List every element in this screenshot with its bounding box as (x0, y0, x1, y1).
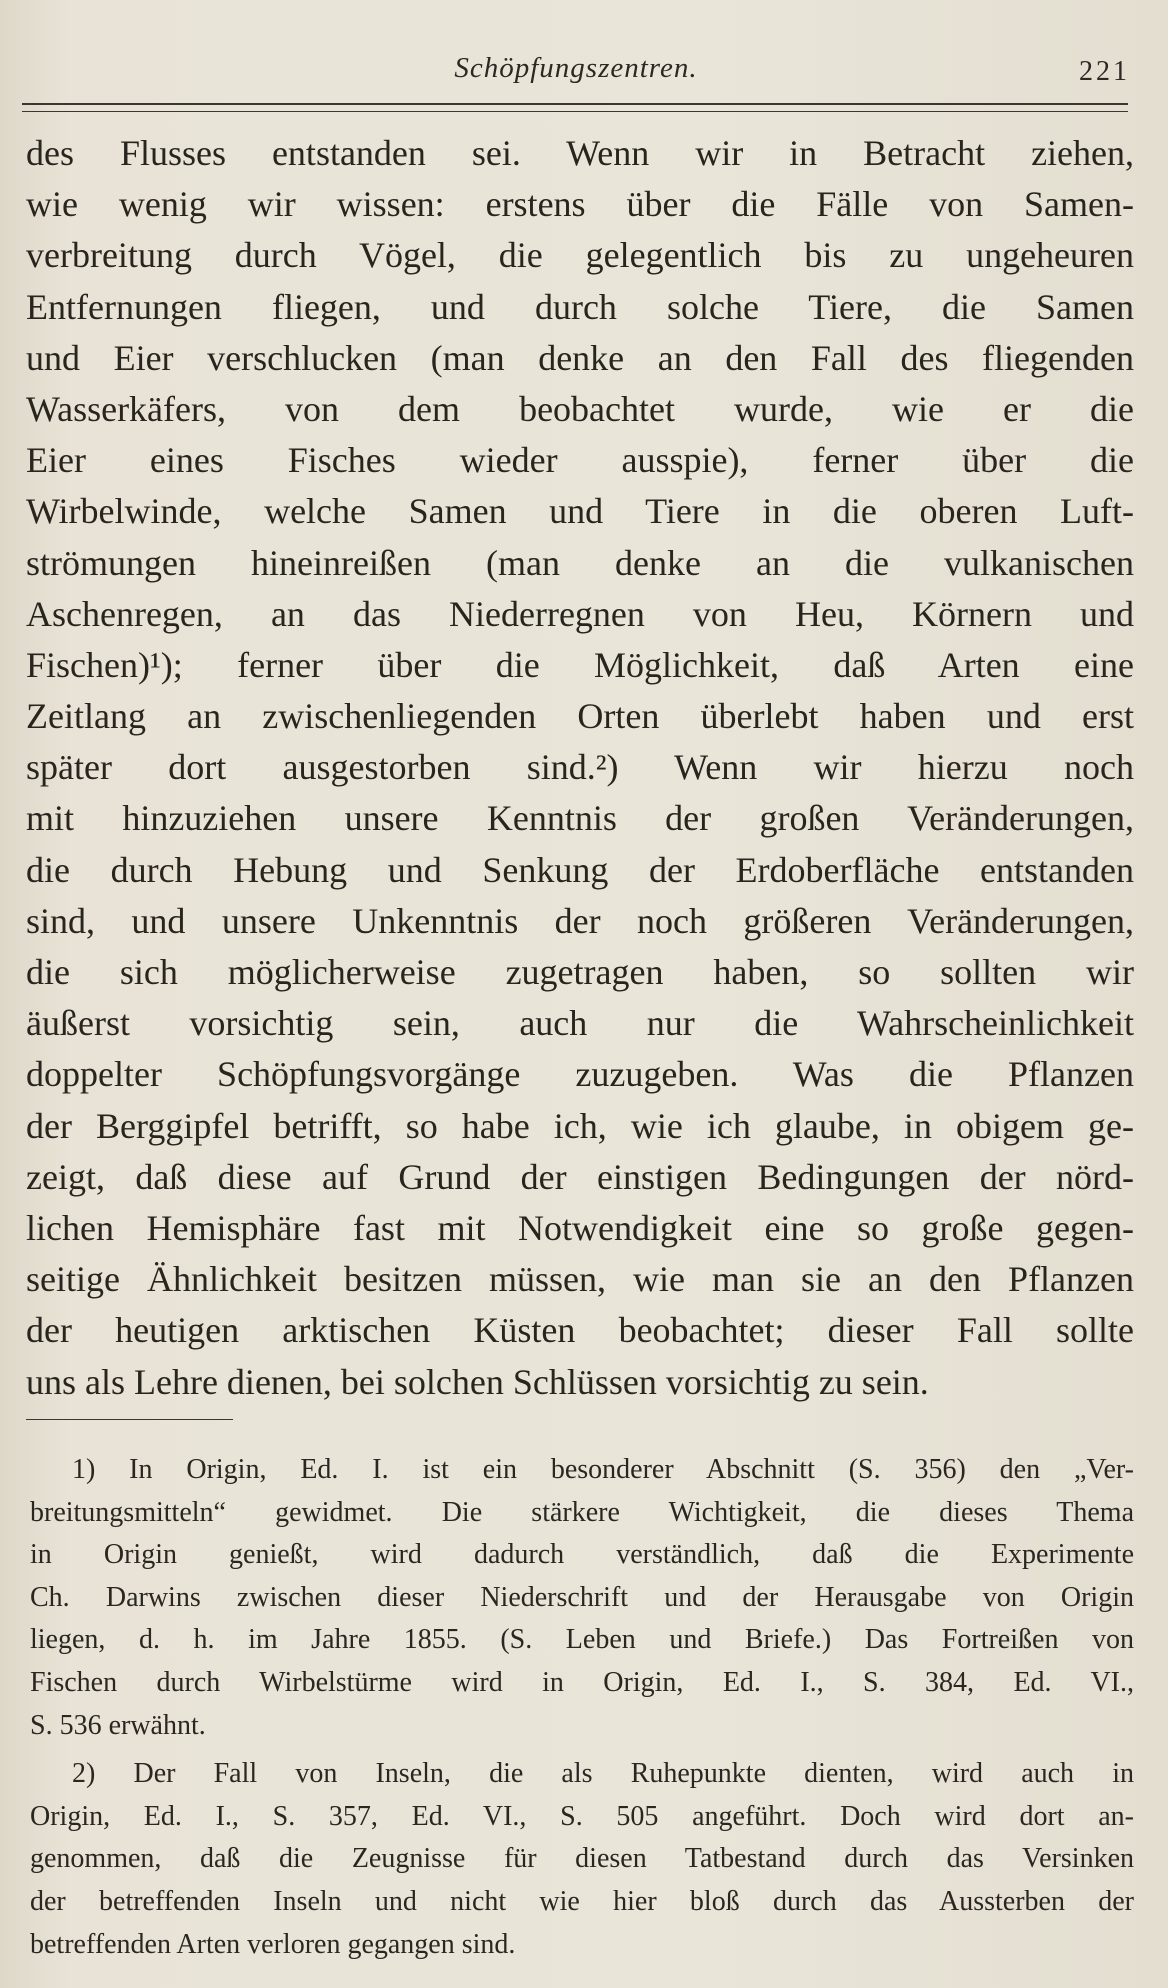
text-line: äußerst vorsichtig sein, auch nur die Wahrscheinlichkeit (26, 1003, 1134, 1044)
text-line: verbreitung durch Vögel, die gelegentlich bis zu ungeheuren (26, 235, 1134, 276)
text-line: und Eier verschlucken (man denke an den Fall des fliegenden (26, 337, 1134, 378)
footnote-line: Fischen durch Wirbelstürme wird in Origin, Ed. I., S. 384, Ed. VI., (30, 1666, 1134, 1698)
page-header (22, 52, 1130, 92)
text-line: uns als Lehre dienen, bei solchen Schlüssen vorsichtig zu sein. (26, 1361, 929, 1402)
text-line: der Berggipfel betrifft, so habe ich, wie ich glaube, in obigem ge- (26, 1105, 1134, 1146)
footnote-line: liegen, d. h. im Jahre 1855. (S. Leben und Briefe.) Das Fortreißen von (30, 1624, 1134, 1656)
footnote-line: Origin, Ed. I., S. 357, Ed. VI., S. 505 angeführt. Doch wird dort an- (30, 1800, 1134, 1832)
body-text (26, 128, 1134, 1408)
footnote-separator (26, 1419, 233, 1420)
text-line: Wirbelwinde, welche Samen und Tiere in die oberen Luft- (26, 491, 1134, 532)
text-line: zeigt, daß diese auf Grund der einstigen Bedingungen der nörd- (26, 1156, 1134, 1197)
footnote-line: betreffenden Arten verloren gegangen sind. (30, 1928, 516, 1960)
text-line: Entfernungen fliegen, und durch solche Tiere, die Samen (26, 286, 1134, 327)
text-line: die sich möglicherweise zugetragen haben, so sollten wir (26, 952, 1134, 992)
text-line: lichen Hemisphäre fast mit Notwendigkeit eine so große gegen- (26, 1207, 1134, 1248)
text-line: Zeitlang an zwischenliegenden Orten überlebt haben und erst (26, 696, 1134, 737)
text-line: später dort ausgestorben sind.²) Wenn wir hierzu noch (26, 747, 1134, 788)
footnote-line: 2) Der Fall von Inseln, die als Ruhepunkte dienten, wird auch in (72, 1758, 1134, 1790)
text-line: sind, und unsere Unkenntnis der noch größeren Veränderungen, (26, 900, 1134, 941)
text-line: doppelter Schöpfungsvorgänge zuzugeben. Was die Pflanzen (26, 1054, 1134, 1095)
header-rule-bottom (22, 111, 1128, 112)
footnote-line: 1) In Origin, Ed. I. ist ein besonderer Abschnitt (S. 356) den „Ver- (72, 1454, 1134, 1485)
text-line: Fischen)¹); ferner über die Möglichkeit, daß Arten eine (26, 644, 1134, 685)
text-line: mit hinzuziehen unsere Kenntnis der großen Veränderungen, (26, 798, 1134, 839)
text-line: des Flusses entstanden sei. Wenn wir in Betracht ziehen, (26, 133, 1134, 173)
footnotes (30, 1449, 1134, 1966)
text-line: Wasserkäfers, von dem beobachtet wurde, wie er die (26, 388, 1134, 429)
text-line: Aschenregen, an das Niederregnen von Heu, Körnern und (26, 593, 1134, 634)
text-line: seitige Ähnlichkeit besitzen müssen, wie man sie an den Pflanzen (26, 1259, 1134, 1300)
footnote-line: in Origin genießt, wird dadurch verständlich, daß die Experimente (30, 1539, 1134, 1571)
footnote-line: genommen, daß die Zeugnisse für diesen Tatbestand durch das Versinken (30, 1843, 1134, 1875)
text-line: der heutigen arktischen Küsten beobachtet; dieser Fall sollte (26, 1310, 1134, 1351)
footnote-line: S. 536 erwähnt. (30, 1709, 206, 1741)
page-number: 221 (1079, 56, 1130, 87)
footnote-line: breitungsmitteln“ gewidmet. Die stärkere Wichtigkeit, die dieses Thema (30, 1496, 1134, 1528)
text-line: strömungen hineinreißen (man denke an die vulkanischen (26, 542, 1134, 583)
footnote-line: Ch. Darwins zwischen dieser Niederschrift und der Herausgabe von Origin (30, 1581, 1134, 1613)
text-line: wie wenig wir wissen: erstens über die Fälle von Samen- (26, 184, 1134, 225)
footnote-1 (30, 1449, 1134, 1747)
text-line: die durch Hebung und Senkung der Erdoberfläche entstanden (26, 849, 1134, 890)
header-rule-top (22, 103, 1128, 105)
running-title: Schöpfungszentren. (454, 52, 698, 84)
footnote-line: der betreffenden Inseln und nicht wie hier bloß durch das Aussterben der (30, 1885, 1134, 1917)
footnote-2 (30, 1753, 1134, 1966)
text-line: Eier eines Fisches wieder ausspie), ferner über die (26, 440, 1134, 481)
